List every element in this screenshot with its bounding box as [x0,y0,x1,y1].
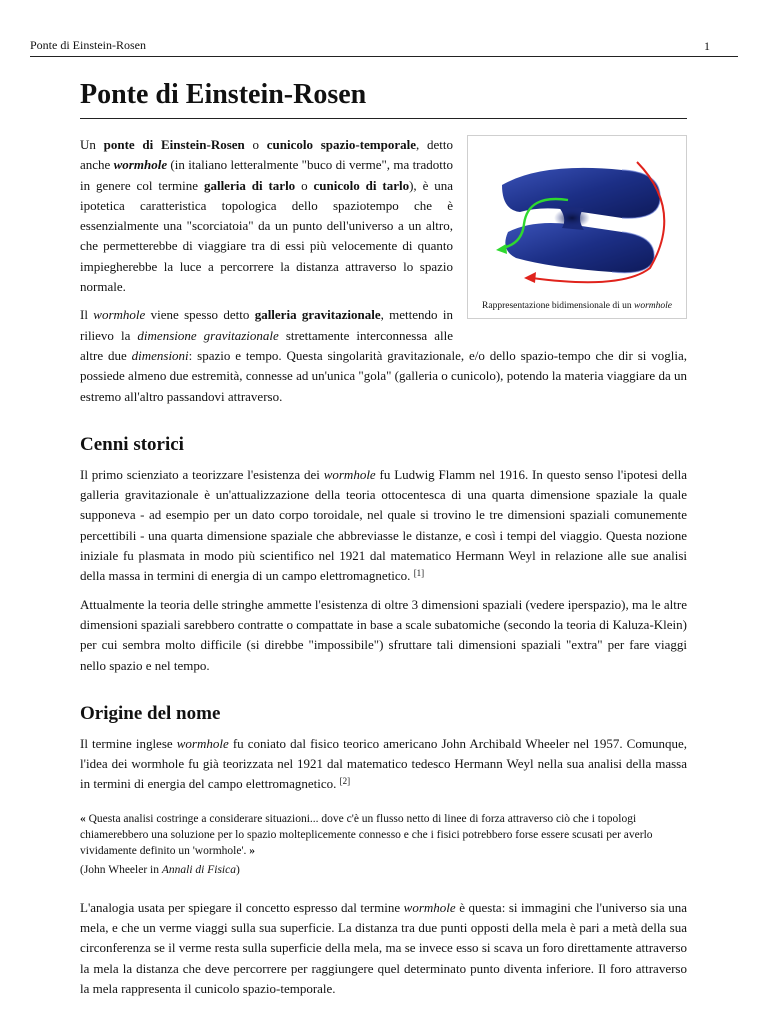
green-arrowhead [496,244,507,254]
intro-paragraph-1: Un ponte di Einstein-Rosen o cunicolo spazio-temporale, detto anche wormhole (in italiano letteralmente "buco di verme", ma tradotto in genere col termine galleria di tarlo o cunicolo di tarlo), è una ipotetica caratteristica topologica dello spaziotempo che è essenzialmente una "scorciatoia" da un punto dell'universo a un altro, che permetterebbe di viaggiare tra di essi più velocemente di quanto impiegherebbe la luce a percorrere la distanza attraverso lo spazio normale. [80,137,454,295]
name-paragraph-2: L'analogia usata per spiegare il concetto espresso dal termine wormhole è questa: si immagini che l'universo sia una mela, e che un verme viaggi sulla sua superficie. La distanza tra due punti opposti della mela è pari a metà della sua circonferenza se il verme resta sulla superficie della mela, ma se invece esso si scava un foro direttamente attraverso la mela la distanza che deve percorrere per raggiungere quel determinato punto diventa inferiore. Il foro attraverso la mela rappresenta il cunicolo spazio-temporale. [80,899,688,996]
history-paragraph-1: Il primo scienziato a teorizzare l'esistenza dei wormhole fu Ludwig Flamm nel 1916. In questo senso l'ipotesi della galleria gravitazionale è un'attualizzazione della teoria ottocentesca di una quarta dimensione spaziale la quale supponeva - ad esempio per un dato corpo toroidale, nel quale si trovino le tre dimensioni spaziali comunemente percettibili - una quarta dimensione spaziale che abbreviasse le distanze, e così i tempi del viaggio. Questa nozione iniziale fu plasmata in modo più scientifico nel 1921 dal matematico Hermann Weyl in relazione alle sue analisi della massa in termini di energia di un campo elettromagnetico. [1] [80,466,688,584]
article-title: Ponte di Einstein-Rosen [80,78,687,119]
quote-close-mark: » [246,844,256,857]
page-number: 1 [704,39,710,53]
wormhole-figure [467,135,687,319]
lower-sheet [505,223,654,273]
reference-1[interactable]: [1] [413,568,425,579]
intro-paragraph-2: Il wormhole viene spesso detto galleria gravitazionale, mettendo in rilievo la dimensione gravitazionale strettamente interconnessa alle altre due dimensioni: spazio e tempo. Questa singolarità gravitazionale, e/o dello spazio-tempo che dir si voglia, possiede almeno due estremità, connesse ad un'unica "gola" (galleria o cunicolo), potendo la materia viaggiare da un estremo all'altro passandovi attraverso. [80,307,687,404]
reference-2[interactable]: [2] [339,776,351,787]
article [80,78,687,999]
name-paragraph-1: Il termine inglese wormhole fu coniato dal fisico teorico americano John Archibald Wheeler nel 1957. Comunque, l'idea dei wormhole fu già teorizzata nel 1921 dal matematico tedesco Hermann Weyl nella sua analisi della massa in termini di energia del campo elettromagnetico. [2] [80,735,687,792]
wheeler-quote: « Questa analisi costringe a considerare situazioni... dove c'è un flusso netto di linee di forza attraverso ciò che i topologi chiamerebbero una soluzione per lo spazio molteplicemente connesso e che i fisici potrebbero forse essere scusati per averlo vividamente definito un 'wormhole'. » [80,812,653,857]
throat-shadow [554,208,590,228]
section-title-cenni-storici: Cenni storici [80,433,184,455]
running-header [30,38,738,57]
wormhole-illustration [472,140,682,292]
quote-attribution: (John Wheeler in Annali di Fisica) [80,863,240,876]
history-paragraph-2: Attualmente la teoria delle stringhe ammette l'esistenza di oltre 3 dimensioni spaziali (vedere iperspazio), ma le altre dimensioni spaziali sarebbero contratte o compattate in base a scale subatomiche (secondo la teoria di Kaluza-Klein) per cui sembra molto difficile (si direbbe "impossibile") sfruttare tali dimensioni spaziali "extra" per fare viaggi nello spazio e nel tempo. [80,596,687,673]
quote-open-mark: « [80,812,89,825]
running-title: Ponte di Einstein-Rosen [30,38,146,52]
section-title-origine-del-nome: Origine del nome [80,702,221,724]
red-arrowhead [524,272,536,283]
figure-caption: Rappresentazione bidimensionale di un wormhole [482,301,672,311]
